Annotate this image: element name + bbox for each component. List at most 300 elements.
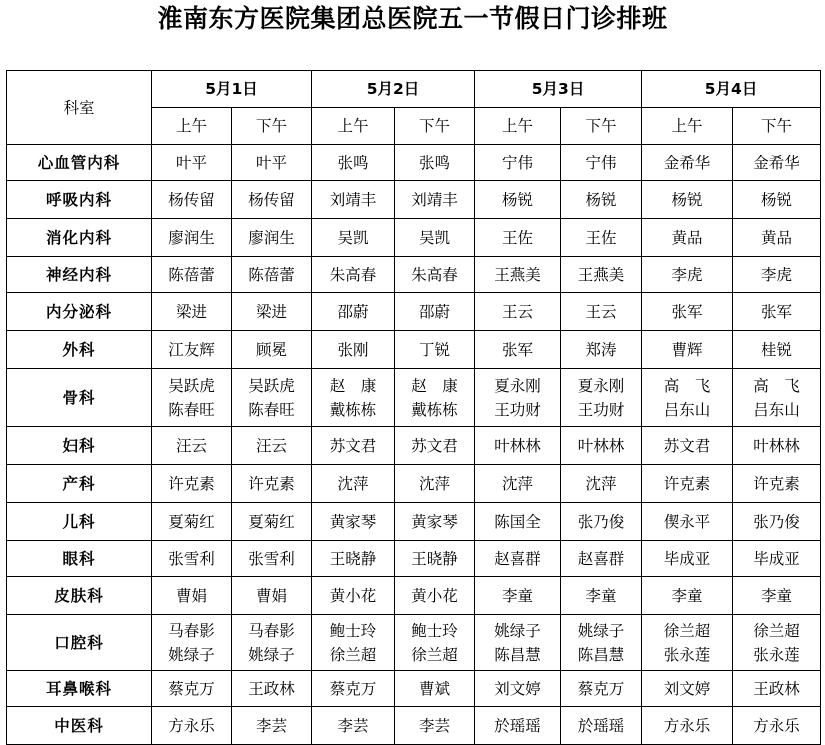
- doctor-cell: [312, 293, 395, 331]
- doctor-name: 鲍士玲: [329, 621, 377, 640]
- table-row: [7, 541, 821, 577]
- doctor-name: 张军: [502, 340, 534, 359]
- doctor-name: 张鸣: [337, 153, 369, 172]
- doctor-name: 郑涛: [585, 340, 617, 359]
- doctor-name: 徐兰超: [411, 645, 458, 664]
- doctor-name: 王晓静: [329, 549, 377, 568]
- doctor-name: 梁进: [256, 302, 288, 321]
- doctor-cell: [733, 181, 821, 219]
- dept-name-cell: 妇科: [7, 427, 152, 465]
- dept-name-cell: 神经内科: [7, 257, 152, 293]
- date-header-row: [7, 71, 821, 108]
- table-row: [7, 219, 821, 257]
- doctor-name: 顾冕: [256, 340, 288, 359]
- doctor-cell: [642, 671, 733, 707]
- doctor-cell: [395, 541, 475, 577]
- doctor-name: 蔡克万: [577, 679, 625, 698]
- doctor-name: 江友辉: [168, 340, 215, 359]
- doctor-name: 叶林林: [494, 436, 541, 455]
- doctor-cell: [312, 615, 395, 671]
- doctor-name: 杨锐: [585, 190, 617, 209]
- doctor-cell: [642, 577, 733, 615]
- doctor-name: 方永乐: [663, 716, 711, 735]
- doctor-name: 赵 康: [329, 376, 377, 395]
- doctor-cell: [561, 331, 642, 369]
- doctor-cell: [475, 257, 561, 293]
- doctor-cell: [395, 671, 475, 707]
- dept-name-cell: 内分泌科: [7, 293, 152, 331]
- doctor-name: 黄家琴: [329, 512, 377, 531]
- doctor-cell: [642, 181, 733, 219]
- doctor-name: 杨锐: [671, 190, 703, 209]
- doctor-cell: [152, 465, 232, 503]
- doctor-name: 陈昌慧: [577, 645, 625, 664]
- doctor-cell: [312, 181, 395, 219]
- doctor-name: 李芸: [256, 716, 288, 735]
- doctor-name: 陈国全: [494, 512, 541, 531]
- doctor-name: 姚绿子: [248, 645, 295, 664]
- doctor-name: 李童: [585, 586, 617, 605]
- doctor-name: 许克素: [663, 474, 711, 493]
- dept-name-cell: 皮肤科: [7, 577, 152, 615]
- doctor-name: 王功财: [577, 400, 625, 419]
- pm-header: 下午: [561, 108, 642, 145]
- doctor-name: 陈春旺: [248, 400, 295, 419]
- doctor-cell: [733, 615, 821, 671]
- doctor-cell: [152, 671, 232, 707]
- doctor-name: 许克素: [248, 474, 295, 493]
- table-row: [7, 503, 821, 541]
- doctor-name: 王燕美: [577, 265, 625, 284]
- doctor-cell: [152, 181, 232, 219]
- doctor-cell: [312, 577, 395, 615]
- doctor-name: 张雪利: [168, 549, 215, 568]
- doctor-name: 叶林林: [577, 436, 625, 455]
- doctor-name: 夏永刚: [577, 376, 625, 395]
- doctor-name: 许克素: [168, 474, 215, 493]
- doctor-name: 刘靖丰: [411, 190, 458, 209]
- dept-name-cell: 产科: [7, 465, 152, 503]
- doctor-name: 陈蓓蕾: [248, 265, 295, 284]
- dept-name-cell: 耳鼻喉科: [7, 671, 152, 707]
- doctor-cell: [642, 427, 733, 465]
- doctor-name: 廖润生: [168, 228, 215, 247]
- doctor-name: 许克素: [753, 474, 800, 493]
- doctor-name: 姚绿子: [168, 645, 215, 664]
- dept-name-cell: 口腔科: [7, 615, 152, 671]
- doctor-cell: [395, 257, 475, 293]
- doctor-cell: [395, 465, 475, 503]
- doctor-name: 高 飞: [753, 376, 800, 395]
- am-header: 上午: [312, 108, 395, 145]
- doctor-name: 苏文君: [329, 436, 377, 455]
- date-header-may3: 5月3日: [475, 71, 642, 108]
- doctor-name: 王燕美: [494, 265, 541, 284]
- doctor-name: 李童: [671, 586, 703, 605]
- doctor-cell: [475, 615, 561, 671]
- doctor-cell: [733, 707, 821, 745]
- schedule-table: [6, 70, 821, 745]
- doctor-name: 吕东山: [753, 400, 800, 419]
- dept-name-cell: 眼科: [7, 541, 152, 577]
- doctor-cell: [733, 331, 821, 369]
- doctor-name: 邵蔚: [419, 302, 451, 321]
- doctor-cell: [475, 671, 561, 707]
- doctor-cell: [395, 331, 475, 369]
- doctor-name: 戴栋栋: [329, 400, 377, 419]
- doctor-name: 廖润生: [248, 228, 295, 247]
- doctor-name: 赵 康: [411, 376, 458, 395]
- date-header-may4: 5月4日: [642, 71, 821, 108]
- doctor-name: 陈蓓蕾: [168, 265, 215, 284]
- doctor-name: 赵喜群: [577, 549, 625, 568]
- doctor-cell: [642, 145, 733, 181]
- doctor-cell: [312, 465, 395, 503]
- doctor-cell: [232, 219, 312, 257]
- doctor-name: 方永乐: [168, 716, 215, 735]
- doctor-cell: [475, 577, 561, 615]
- doctor-cell: [232, 707, 312, 745]
- am-header: 上午: [475, 108, 561, 145]
- doctor-cell: [232, 427, 312, 465]
- doctor-cell: [475, 219, 561, 257]
- doctor-name: 杨锐: [761, 190, 793, 209]
- doctor-cell: [232, 465, 312, 503]
- doctor-cell: [152, 427, 232, 465]
- doctor-cell: [395, 181, 475, 219]
- doctor-name: 戴栋栋: [411, 400, 458, 419]
- doctor-name: 徐兰超: [663, 621, 711, 640]
- doctor-cell: [152, 219, 232, 257]
- doctor-name: 叶平: [256, 153, 288, 172]
- doctor-name: 於瑶瑶: [577, 716, 625, 735]
- doctor-cell: [395, 369, 475, 427]
- doctor-name: 吴凯: [337, 228, 369, 247]
- doctor-cell: [312, 369, 395, 427]
- doctor-cell: [642, 707, 733, 745]
- doctor-cell: [232, 503, 312, 541]
- doctor-cell: [561, 257, 642, 293]
- doctor-name: 赵喜群: [494, 549, 541, 568]
- doctor-name: 王云: [502, 302, 534, 321]
- doctor-cell: [152, 145, 232, 181]
- doctor-cell: [232, 369, 312, 427]
- doctor-name: 蔡克万: [329, 679, 377, 698]
- doctor-cell: [232, 671, 312, 707]
- doctor-cell: [312, 331, 395, 369]
- doctor-name: 李芸: [419, 716, 451, 735]
- doctor-name: 吴跃虎: [248, 376, 295, 395]
- doctor-name: 邵蔚: [337, 302, 369, 321]
- doctor-name: 叶平: [175, 153, 207, 172]
- doctor-cell: [561, 465, 642, 503]
- doctor-cell: [642, 219, 733, 257]
- doctor-name: 苏文君: [411, 436, 458, 455]
- doctor-cell: [312, 541, 395, 577]
- doctor-cell: [642, 503, 733, 541]
- doctor-name: 王政林: [248, 679, 295, 698]
- table-row: [7, 707, 821, 745]
- doctor-cell: [475, 181, 561, 219]
- pm-header: 下午: [733, 108, 821, 145]
- table-row: [7, 465, 821, 503]
- doctor-name: 曹斌: [419, 679, 451, 698]
- table-row: [7, 181, 821, 219]
- doctor-name: 黄小花: [411, 586, 458, 605]
- dept-name-cell: 心血管内科: [7, 145, 152, 181]
- schedule-body: [7, 71, 821, 745]
- doctor-name: 高 飞: [663, 376, 711, 395]
- doctor-name: 沈萍: [337, 474, 369, 493]
- doctor-cell: [642, 615, 733, 671]
- doctor-cell: [733, 541, 821, 577]
- doctor-name: 鲍士玲: [411, 621, 458, 640]
- doctor-cell: [395, 219, 475, 257]
- doctor-cell: [475, 707, 561, 745]
- table-row: [7, 145, 821, 181]
- doctor-name: 毕成亚: [753, 549, 800, 568]
- dept-name-cell: 骨科: [7, 369, 152, 427]
- table-row: [7, 369, 821, 427]
- doctor-name: 张军: [671, 302, 703, 321]
- doctor-name: 李童: [502, 586, 534, 605]
- doctor-cell: [395, 503, 475, 541]
- doctor-name: 张军: [761, 302, 793, 321]
- table-row: [7, 427, 821, 465]
- doctor-name: 杨锐: [502, 190, 534, 209]
- doctor-name: 马春影: [168, 621, 215, 640]
- doctor-cell: [733, 671, 821, 707]
- doctor-cell: [232, 293, 312, 331]
- doctor-name: 徐兰超: [753, 621, 800, 640]
- doctor-cell: [232, 577, 312, 615]
- doctor-cell: [733, 293, 821, 331]
- dept-header: 科室: [7, 71, 152, 145]
- doctor-name: 姚绿子: [577, 621, 625, 640]
- doctor-cell: [475, 145, 561, 181]
- doctor-cell: [561, 671, 642, 707]
- doctor-name: 梁进: [175, 302, 207, 321]
- doctor-cell: [395, 427, 475, 465]
- doctor-name: 王政林: [753, 679, 800, 698]
- doctor-cell: [312, 145, 395, 181]
- doctor-name: 毕成亚: [663, 549, 711, 568]
- doctor-cell: [642, 369, 733, 427]
- doctor-cell: [152, 541, 232, 577]
- doctor-cell: [642, 331, 733, 369]
- doctor-name: 沈萍: [419, 474, 451, 493]
- doctor-name: 黄家琴: [411, 512, 458, 531]
- doctor-cell: [733, 145, 821, 181]
- doctor-name: 金希华: [753, 153, 800, 172]
- doctor-cell: [561, 369, 642, 427]
- doctor-cell: [561, 615, 642, 671]
- doctor-name: 王云: [585, 302, 617, 321]
- doctor-cell: [312, 671, 395, 707]
- doctor-name: 汪云: [256, 436, 288, 455]
- table-row: [7, 615, 821, 671]
- table-row: [7, 293, 821, 331]
- doctor-name: 曹辉: [671, 340, 703, 359]
- doctor-cell: [561, 503, 642, 541]
- doctor-cell: [561, 293, 642, 331]
- doctor-cell: [152, 331, 232, 369]
- doctor-name: 夏菊红: [168, 512, 215, 531]
- doctor-cell: [395, 145, 475, 181]
- doctor-name: 王晓静: [411, 549, 458, 568]
- doctor-cell: [312, 219, 395, 257]
- doctor-cell: [561, 219, 642, 257]
- doctor-name: 王佐: [585, 228, 617, 247]
- doctor-cell: [733, 427, 821, 465]
- table-row: [7, 671, 821, 707]
- doctor-name: 沈萍: [502, 474, 534, 493]
- page-title: 淮南东方医院集团总医院五一节假日门诊排班: [157, 4, 668, 33]
- doctor-cell: [733, 219, 821, 257]
- doctor-cell: [475, 427, 561, 465]
- doctor-cell: [475, 541, 561, 577]
- doctor-name: 吴跃虎: [168, 376, 215, 395]
- doctor-cell: [642, 465, 733, 503]
- doctor-name: 苏文君: [663, 436, 711, 455]
- doctor-name: 方永乐: [753, 716, 800, 735]
- date-header-may1: 5月1日: [152, 71, 312, 108]
- doctor-cell: [733, 465, 821, 503]
- doctor-cell: [232, 257, 312, 293]
- pm-header: 下午: [232, 108, 312, 145]
- doctor-cell: [152, 707, 232, 745]
- doctor-name: 张乃俊: [577, 512, 625, 531]
- dept-name-cell: 儿科: [7, 503, 152, 541]
- doctor-name: 刘文婷: [663, 679, 711, 698]
- doctor-name: 王功财: [494, 400, 541, 419]
- doctor-cell: [733, 577, 821, 615]
- doctor-cell: [475, 465, 561, 503]
- dept-name-cell: 呼吸内科: [7, 181, 152, 219]
- doctor-cell: [561, 707, 642, 745]
- doctor-cell: [561, 145, 642, 181]
- doctor-name: 陈昌慧: [494, 645, 541, 664]
- doctor-name: 丁锐: [419, 340, 451, 359]
- doctor-cell: [733, 503, 821, 541]
- doctor-cell: [475, 503, 561, 541]
- doctor-cell: [152, 293, 232, 331]
- doctor-cell: [312, 427, 395, 465]
- doctor-name: 李童: [761, 586, 793, 605]
- dept-name-cell: 消化内科: [7, 219, 152, 257]
- doctor-name: 刘靖丰: [329, 190, 377, 209]
- doctor-name: 曹娟: [175, 586, 207, 605]
- doctor-cell: [232, 541, 312, 577]
- doctor-cell: [561, 577, 642, 615]
- doctor-name: 叶林林: [753, 436, 800, 455]
- doctor-cell: [642, 257, 733, 293]
- doctor-cell: [232, 331, 312, 369]
- doctor-name: 曹娟: [256, 586, 288, 605]
- doctor-name: 朱高春: [329, 265, 377, 284]
- doctor-name: 姚绿子: [494, 621, 541, 640]
- doctor-name: 宁伟: [502, 153, 534, 172]
- doctor-name: 黄品: [761, 228, 793, 247]
- doctor-name: 沈萍: [585, 474, 617, 493]
- doctor-name: 偰永平: [663, 512, 711, 531]
- doctor-cell: [152, 369, 232, 427]
- doctor-cell: [312, 707, 395, 745]
- doctor-name: 吴凯: [419, 228, 451, 247]
- am-header: 上午: [642, 108, 733, 145]
- doctor-cell: [312, 257, 395, 293]
- doctor-cell: [642, 541, 733, 577]
- date-header-may2: 5月2日: [312, 71, 475, 108]
- dept-name-cell: 中医科: [7, 707, 152, 745]
- doctor-name: 夏菊红: [248, 512, 295, 531]
- doctor-cell: [561, 181, 642, 219]
- doctor-name: 李芸: [337, 716, 369, 735]
- doctor-cell: [152, 257, 232, 293]
- doctor-cell: [475, 331, 561, 369]
- doctor-cell: [395, 577, 475, 615]
- doctor-name: 黄品: [671, 228, 703, 247]
- doctor-cell: [475, 293, 561, 331]
- doctor-cell: [232, 145, 312, 181]
- doctor-name: 黄小花: [329, 586, 377, 605]
- doctor-cell: [561, 427, 642, 465]
- doctor-cell: [395, 615, 475, 671]
- dept-name-cell: 外科: [7, 331, 152, 369]
- am-header: 上午: [152, 108, 232, 145]
- doctor-name: 杨传留: [168, 190, 215, 209]
- doctor-cell: [232, 181, 312, 219]
- doctor-cell: [733, 257, 821, 293]
- doctor-cell: [395, 293, 475, 331]
- doctor-name: 宁伟: [585, 153, 617, 172]
- doctor-cell: [312, 503, 395, 541]
- doctor-name: 张鸣: [419, 153, 451, 172]
- doctor-cell: [152, 503, 232, 541]
- doctor-name: 张刚: [337, 340, 369, 359]
- doctor-name: 刘文婷: [494, 679, 541, 698]
- doctor-cell: [733, 369, 821, 427]
- table-row: [7, 331, 821, 369]
- doctor-name: 张雪利: [248, 549, 295, 568]
- doctor-name: 金希华: [663, 153, 711, 172]
- doctor-cell: [152, 615, 232, 671]
- doctor-name: 杨传留: [248, 190, 295, 209]
- doctor-name: 张永莲: [663, 645, 711, 664]
- doctor-name: 桂锐: [761, 340, 793, 359]
- doctor-cell: [232, 615, 312, 671]
- doctor-name: 於瑶瑶: [494, 716, 541, 735]
- doctor-cell: [395, 707, 475, 745]
- doctor-name: 李虎: [761, 265, 793, 284]
- doctor-name: 王佐: [502, 228, 534, 247]
- doctor-name: 徐兰超: [329, 645, 377, 664]
- doctor-name: 张永莲: [753, 645, 800, 664]
- doctor-cell: [561, 541, 642, 577]
- doctor-name: 吕东山: [663, 400, 711, 419]
- table-row: [7, 577, 821, 615]
- table-row: [7, 257, 821, 293]
- doctor-name: 马春影: [248, 621, 295, 640]
- doctor-name: 李虎: [671, 265, 703, 284]
- doctor-name: 汪云: [175, 436, 207, 455]
- doctor-name: 张乃俊: [753, 512, 800, 531]
- doctor-name: 陈春旺: [168, 400, 215, 419]
- doctor-cell: [475, 369, 561, 427]
- doctor-name: 朱高春: [411, 265, 458, 284]
- doctor-cell: [642, 293, 733, 331]
- pm-header: 下午: [395, 108, 475, 145]
